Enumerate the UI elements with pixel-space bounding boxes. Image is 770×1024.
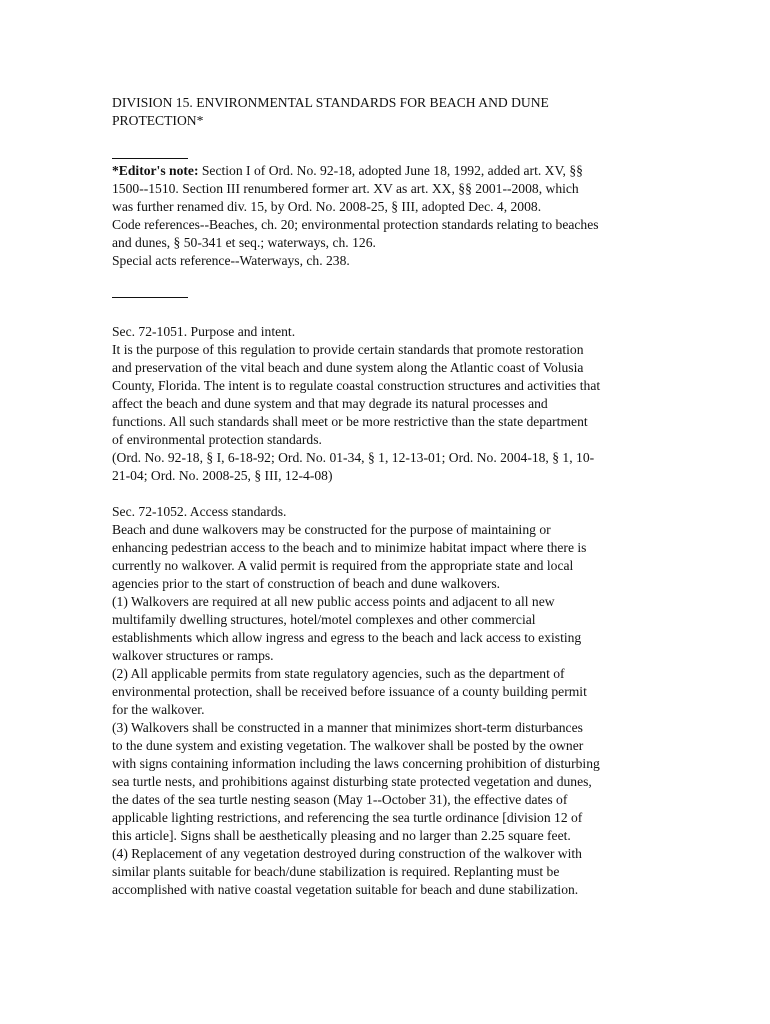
section-spacer: [112, 485, 660, 503]
section-text-line: of environmental protection standards.: [112, 432, 322, 447]
section-text-line: Beach and dune walkovers may be constructed for the purpose of maintaining or: [112, 522, 551, 537]
title-line: PROTECTION*: [112, 113, 204, 128]
list-item-1: (1) Walkovers are required at all new public access points and adjacent to all new: [112, 594, 555, 609]
list-item-1-cont: establishments which allow ingress and egress to the beach and lack access to existing: [112, 630, 582, 645]
section-text-line: agencies prior to the start of construction of beach and dune walkovers.: [112, 576, 501, 591]
section-heading: Sec. 72-1051. Purpose and intent.: [112, 324, 296, 339]
editors-note-line: 1500--1510. Section III renumbered former art. XV as art. XX, §§ 2001--2008, which: [112, 181, 579, 196]
list-item-3-cont: this article]. Signs shall be aesthetically pleasing and no larger than 2.25 square feet.: [112, 828, 571, 843]
list-item-3-cont: with signs containing information including the laws concerning prohibition of disturbing: [112, 756, 600, 771]
list-item-4: (4) Replacement of any vegetation destroyed during construction of the walkover with: [112, 846, 582, 861]
section-history-note: 21-04; Ord. No. 2008-25, § III, 12-4-08): [112, 468, 333, 483]
editors-note-first-line: [112, 162, 660, 180]
list-item-2-cont: environmental protection, shall be received before issuance of a county building permit: [112, 684, 587, 699]
section-text-line: It is the purpose of this regulation to provide certain standards that promote restoration: [112, 342, 584, 357]
list-item-3: (3) Walkovers shall be constructed in a manner that minimizes short-term disturbances: [112, 720, 583, 735]
section-text-line: and preservation of the vital beach and dune system along the Atlantic coast of Volusia: [112, 360, 584, 375]
list-item-3-cont: sea turtle nests, and prohibitions against disturbing state protected vegetation and dunes,: [112, 774, 592, 789]
list-item-1-cont: multifamily dwelling structures, hotel/motel complexes and other commercial: [112, 612, 536, 627]
code-references-line: Code references--Beaches, ch. 20; environmental protection standards relating to beaches: [112, 217, 599, 232]
division-title: [112, 94, 660, 130]
section-text-line: currently no walkover. A valid permit is required from the appropriate state and local: [112, 558, 574, 573]
editors-note-label: *Editor's note:: [112, 163, 199, 178]
list-item-4-cont: similar plants suitable for beach/dune stabilization is required. Replanting must be: [112, 864, 560, 879]
section-text-line: affect the beach and dune system and that may degrade its natural processes and: [112, 396, 548, 411]
list-item-4-cont: accomplished with native coastal vegetation suitable for beach and dune stabilization.: [112, 882, 579, 897]
section-text-line: enhancing pedestrian access to the beach and to minimize habitat impact where there is: [112, 540, 587, 555]
section-72-1052: [112, 503, 660, 899]
editors-note-first-line-text: Section I of Ord. No. 92-18, adopted June 18, 1992, added art. XV, §§: [198, 163, 583, 178]
special-acts-reference: Special acts reference--Waterways, ch. 238.: [112, 253, 350, 268]
section-history-note: (Ord. No. 92-18, § I, 6-18-92; Ord. No. 01-34, § 1, 12-13-01; Ord. No. 2004-18, § 1, 10-: [112, 450, 595, 465]
list-item-3-cont: the dates of the sea turtle nesting season (May 1--October 31), the effective dates of: [112, 792, 568, 807]
title-line: DIVISION 15. ENVIRONMENTAL STANDARDS FOR BEACH AND DUNE: [112, 95, 549, 110]
section-text-line: County, Florida. The intent is to regulate coastal construction structures and activities that: [112, 378, 601, 393]
footnote-separator-top: [112, 158, 188, 159]
section-72-1051: [112, 323, 660, 485]
document-page: [112, 94, 660, 899]
editors-note-line: was further renamed div. 15, by Ord. No. 2008-25, § III, adopted Dec. 4, 2008.: [112, 199, 542, 214]
list-item-2-cont: for the walkover.: [112, 702, 205, 717]
code-references-line: and dunes, § 50-341 et seq.; waterways, ch. 126.: [112, 235, 376, 250]
list-item-3-cont: to the dune system and existing vegetation. The walkover shall be posted by the owner: [112, 738, 584, 753]
section-text-line: functions. All such standards shall meet or be more restrictive than the state department: [112, 414, 588, 429]
section-heading: Sec. 72-1052. Access standards.: [112, 504, 287, 519]
editors-note: [112, 162, 660, 270]
footnote-separator-bottom: [112, 297, 188, 298]
list-item-2: (2) All applicable permits from state regulatory agencies, such as the department of: [112, 666, 565, 681]
list-item-3-cont: applicable lighting restrictions, and referencing the sea turtle ordinance [division 12 of: [112, 810, 583, 825]
list-item-1-cont: walkover structures or ramps.: [112, 648, 274, 663]
